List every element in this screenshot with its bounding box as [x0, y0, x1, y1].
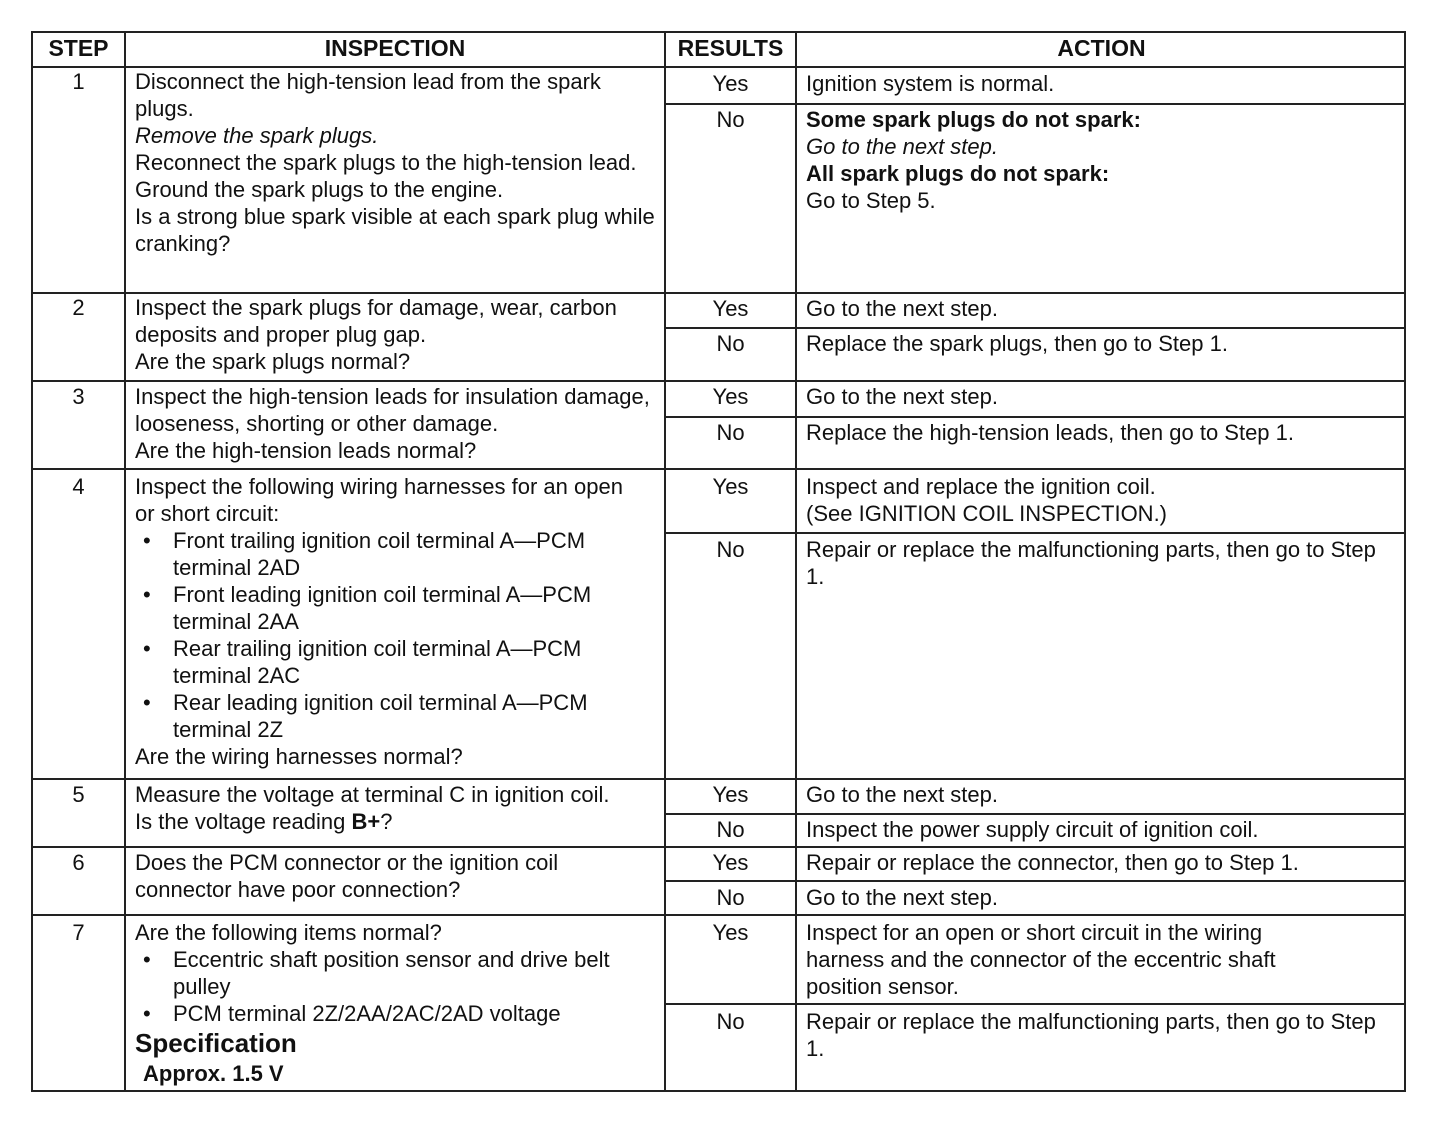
inspection-text: Does the PCM connector or the ignition coil connector have poor connection?: [135, 850, 559, 902]
step-number: 1: [72, 69, 85, 94]
list-item: • Eccentric shaft position sensor and drive belt pulley: [135, 946, 658, 1000]
spec-value: Approx. 1.5 V: [143, 1061, 284, 1086]
inspection-line: Measure the voltage at terminal C in ignition coil.: [135, 782, 610, 807]
sub-row-divider: [666, 327, 1404, 329]
inspection-text: [126, 294, 626, 375]
result-yes: Yes: [712, 850, 749, 875]
action-text: Go to the next step.: [806, 782, 999, 807]
list-item: • Front trailing ignition coil terminal A—PCM terminal 2AD: [135, 527, 640, 581]
list-item: • PCM terminal 2Z/2AA/2AC/2AD voltage: [135, 1000, 658, 1027]
action-text: Repair or replace the malfunctioning parts, then go to Step 1.: [806, 1009, 1376, 1061]
inspection-text: [126, 919, 664, 1089]
action-heading: All spark plugs do not spark:: [806, 161, 1110, 186]
sub-row-divider: [666, 880, 1404, 882]
harness-list: [135, 527, 640, 743]
action-text: Repair or replace the connector, then go to Step 1.: [806, 850, 1299, 875]
header-results: RESULTS: [677, 35, 784, 61]
action-text: [797, 106, 1406, 214]
result-no: No: [716, 537, 745, 562]
action-line: Inspect and replace the ignition coil.: [806, 474, 1156, 499]
result-no: No: [716, 1009, 745, 1034]
action-text: Inspect the power supply circuit of ignition coil.: [806, 817, 1259, 842]
header-inspection: INSPECTION: [324, 35, 466, 61]
sub-row-divider: [666, 416, 1404, 418]
sub-row-divider: [666, 813, 1404, 815]
inspection-question: Are the high-tension leads normal?: [135, 438, 477, 463]
inspection-text: [126, 473, 646, 770]
action-text: Go to the next step.: [806, 885, 999, 910]
inspection-line: Inspect the spark plugs for damage, wear, carbon deposits and proper plug gap.: [135, 295, 617, 347]
inspection-text: [126, 781, 664, 835]
result-yes: Yes: [712, 920, 749, 945]
inspection-line: Reconnect the spark plugs to the high-tension lead.: [135, 150, 637, 175]
result-yes: Yes: [712, 782, 749, 807]
result-yes: Yes: [712, 71, 749, 96]
action-text: Replace the spark plugs, then go to Step 1.: [806, 331, 1228, 356]
row-divider: [33, 468, 1404, 470]
inspection-text: [126, 68, 664, 257]
header-step: STEP: [48, 35, 109, 61]
result-no: No: [716, 331, 745, 356]
result-no: No: [716, 885, 745, 910]
inspection-question: Is the voltage reading B+?: [135, 809, 393, 834]
inspection-question: Are the wiring harnesses normal?: [135, 744, 463, 769]
action-text: Ignition system is normal.: [806, 71, 1055, 96]
inspection-line: Are the following items normal?: [135, 920, 442, 945]
list-item: • Rear leading ignition coil terminal A—PCM terminal 2Z: [135, 689, 640, 743]
sub-row-divider: [666, 1003, 1404, 1005]
items-list: [135, 946, 658, 1027]
sub-row-divider: [666, 103, 1404, 105]
step-number: 2: [72, 295, 85, 320]
list-item: • Rear trailing ignition coil terminal A—PCM terminal 2AC: [135, 635, 640, 689]
row-divider: [33, 914, 1404, 916]
inspection-table: [31, 31, 1406, 1092]
step-number: 6: [72, 850, 85, 875]
action-text: [797, 473, 1406, 527]
row-divider: [33, 846, 1404, 848]
action-line: Go to Step 5.: [806, 188, 936, 213]
inspection-line: Ground the spark plugs to the engine.: [135, 177, 504, 202]
sub-row-divider: [666, 532, 1404, 534]
inspection-line: Disconnect the high-tension lead from the spark plugs.: [135, 69, 601, 121]
row-divider: [33, 778, 1404, 780]
action-line: Go to the next step.: [806, 134, 999, 159]
action-text: Replace the high-tension leads, then go to Step 1.: [806, 420, 1295, 445]
inspection-question: Is a strong blue spark visible at each spark plug while cranking?: [135, 204, 655, 256]
inspection-line: Remove the spark plugs.: [135, 123, 379, 148]
result-no: No: [716, 420, 745, 445]
step-number: 7: [72, 920, 85, 945]
step-number: 4: [72, 474, 85, 499]
result-yes: Yes: [712, 296, 749, 321]
step-number: 3: [72, 384, 85, 409]
step-number: 5: [72, 782, 85, 807]
result-yes: Yes: [712, 474, 749, 499]
result-no: No: [716, 107, 745, 132]
header-action: ACTION: [1057, 35, 1146, 61]
list-item: • Front leading ignition coil terminal A—PCM terminal 2AA: [135, 581, 640, 635]
inspection-line: Inspect the high-tension leads for insulation damage, looseness, shorting or other damage.: [135, 384, 650, 436]
inspection-question: Are the spark plugs normal?: [135, 349, 411, 374]
result-yes: Yes: [712, 384, 749, 409]
inspection-line: Inspect the following wiring harnesses for an open or short circuit:: [135, 474, 623, 526]
action-heading: Some spark plugs do not spark:: [806, 107, 1141, 132]
row-divider: [33, 380, 1404, 382]
inspection-text: [126, 383, 656, 464]
action-text: Go to the next step.: [806, 296, 999, 321]
action-text: Go to the next step.: [806, 384, 999, 409]
action-text: Repair or replace the malfunctioning parts, then go to Step 1.: [806, 537, 1376, 589]
result-no: No: [716, 817, 745, 842]
action-line: (See IGNITION COIL INSPECTION.): [806, 501, 1168, 526]
spec-title: Specification: [135, 1028, 297, 1058]
action-text: Inspect for an open or short circuit in the wiring harness and the connector of the eccentric shaft position sensor.: [806, 920, 1276, 999]
